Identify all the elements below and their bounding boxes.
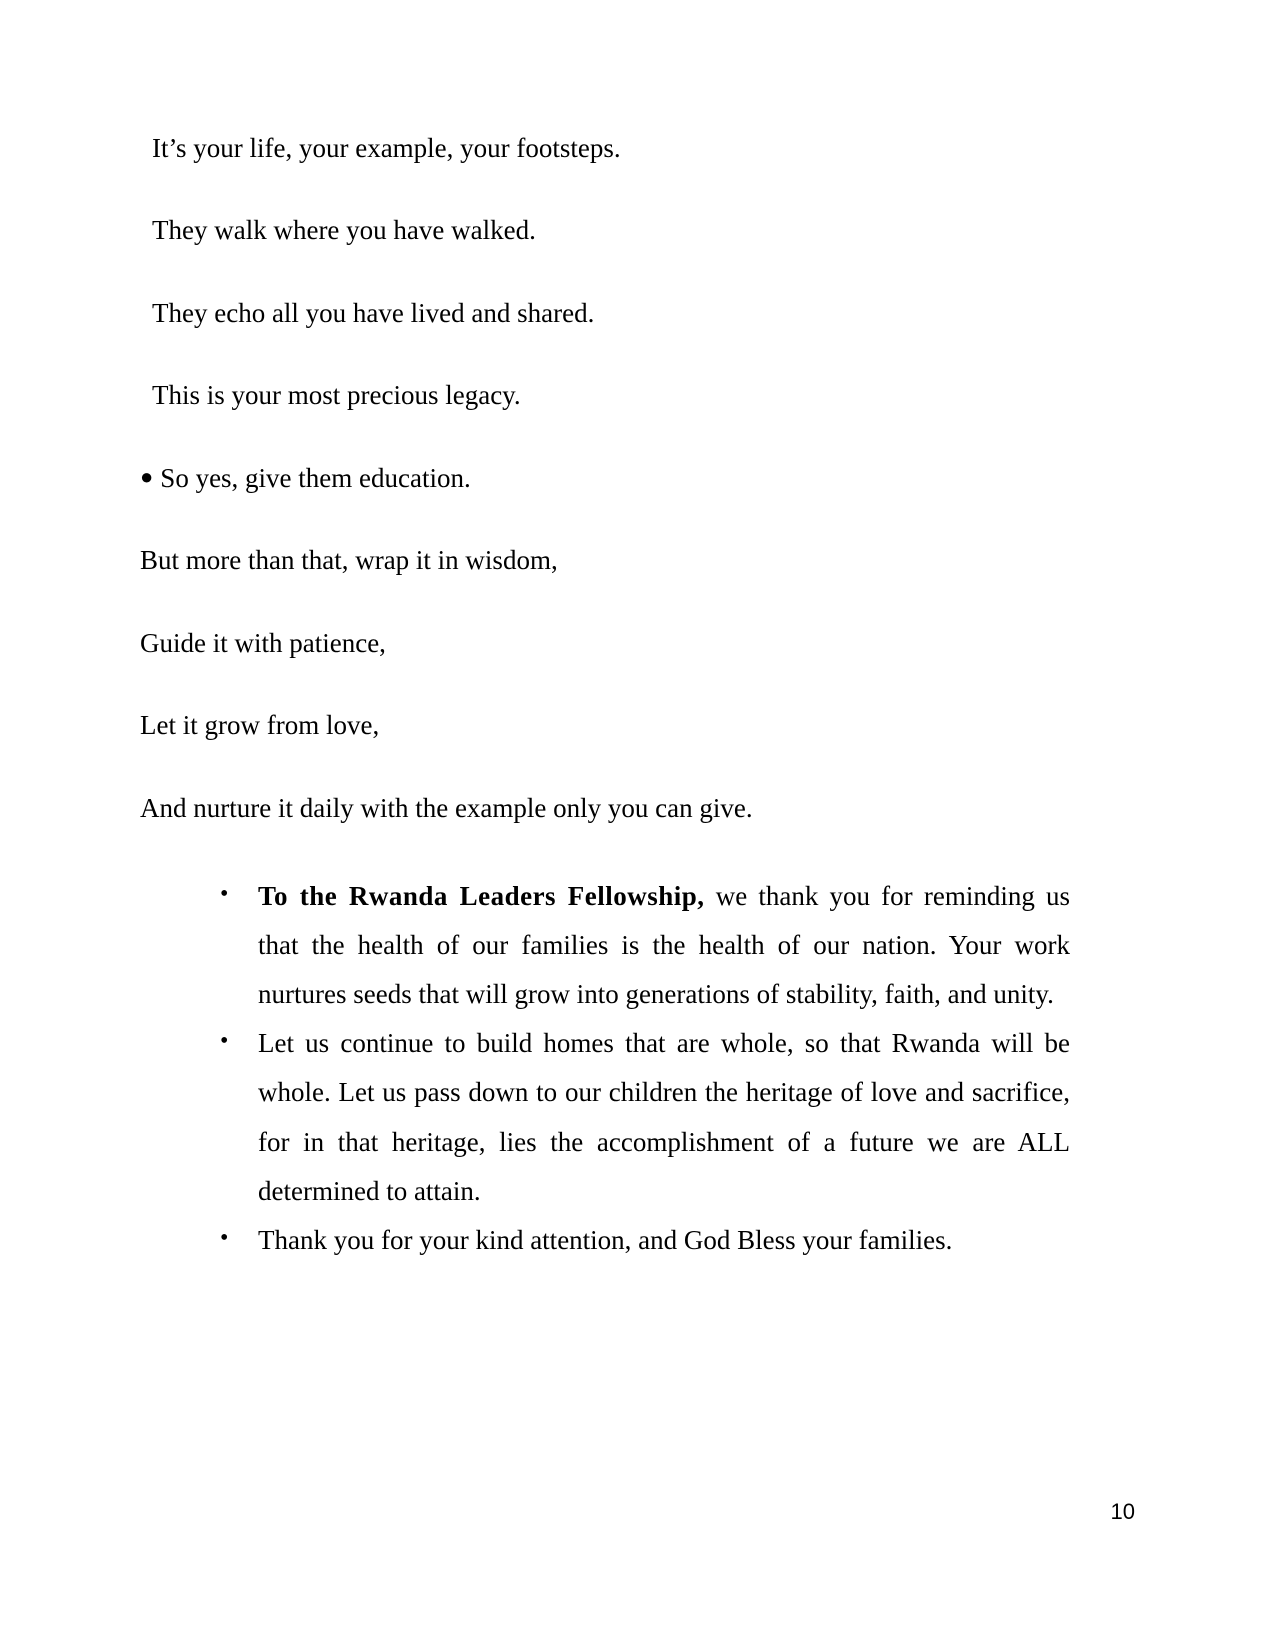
bullet-list — [140, 872, 1070, 1265]
list-item — [188, 1216, 1070, 1265]
paragraph-line: They echo all you have lived and shared. — [152, 297, 595, 328]
paragraph-line: Let it grow from love, — [140, 710, 380, 741]
list-item — [188, 872, 1070, 1019]
paragraph-line: It’s your life, your example, your footsteps. — [152, 133, 621, 163]
list-item-text: we thank you for reminding us that the health of our families is the health of our nation. Your work nurtures seeds that will grow into generations of stability, faith, and unity. — [258, 880, 1071, 1010]
paragraph-line: But more than that, wrap it in wisdom, — [140, 545, 558, 576]
list-item-lead: To the Rwanda Leaders Fellowship, — [258, 880, 705, 911]
paragraph-text: So yes, give them education. — [160, 462, 471, 493]
paragraph-line: This is your most precious legacy. — [152, 380, 521, 411]
document-body — [140, 130, 1070, 1265]
bullet-icon: ● — [140, 463, 154, 489]
paragraph-line: And nurture it daily with the example only you can give. — [140, 792, 753, 823]
page-number: 10 — [1110, 1499, 1135, 1524]
paragraph-line-bulleted — [140, 460, 1070, 496]
paragraph-line: They walk where you have walked. — [152, 215, 536, 246]
list-item-text: Thank you for your kind attention, and God Bless your families. — [258, 1224, 953, 1255]
paragraph-line: Guide it with patience, — [140, 627, 386, 658]
list-item-text: Let us continue to build homes that are whole, so that Rwanda will be whole. Let us pass down to our children the heritage of love and sacrifice, for in that heritage, lies the accomplishment of a future we are ALL determined to attain. — [258, 1028, 1070, 1206]
list-item — [188, 1019, 1070, 1216]
